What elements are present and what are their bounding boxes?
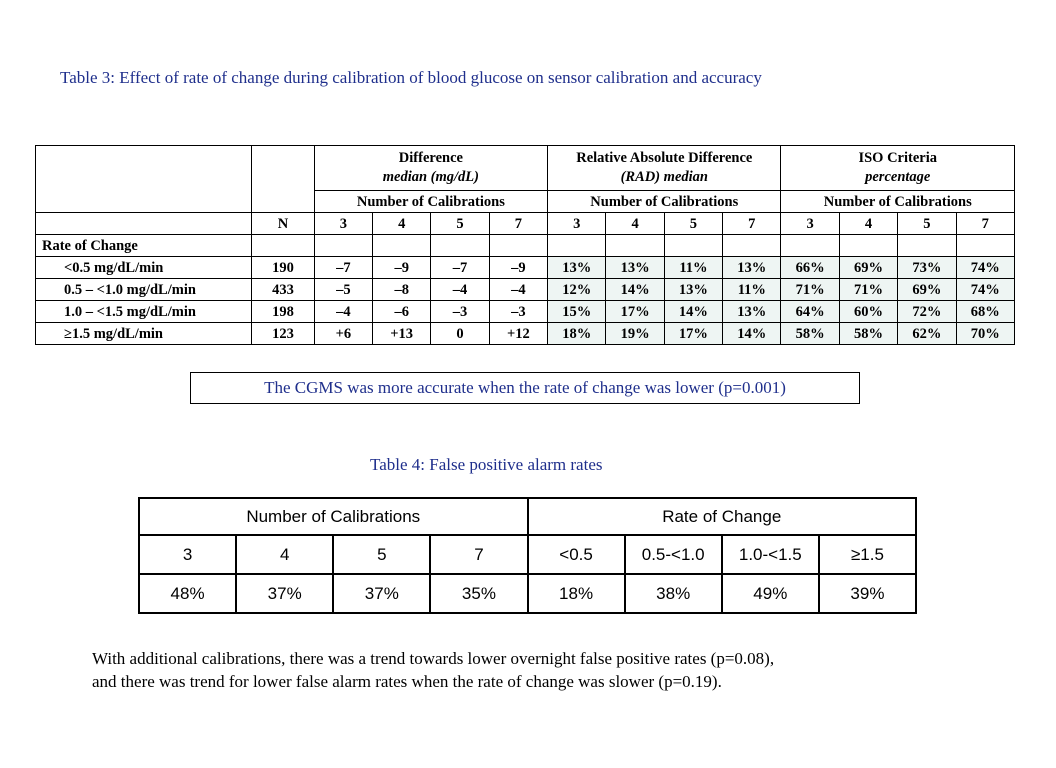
table3-iso-cell: 64% — [781, 301, 839, 323]
table4-header-cell: 0.5-<1.0 — [625, 535, 722, 574]
table3-iso-cell: 58% — [839, 323, 897, 345]
table4-value-cell: 39% — [819, 574, 916, 613]
table4-value-row — [139, 574, 916, 613]
table3-iso-cell: 58% — [781, 323, 839, 345]
table3-row-label: ≥1.5 mg/dL/min — [36, 323, 252, 345]
table3-diff-cell: –3 — [489, 301, 547, 323]
table3-calibrations-row — [36, 213, 1015, 235]
table3-group-iso: ISO Criteria percentage — [781, 146, 1015, 191]
table3-iso-cell: 71% — [781, 279, 839, 301]
table3-diff-cell: +6 — [314, 323, 372, 345]
table3-diff-cell: –3 — [431, 301, 489, 323]
table3-rad-cell: 13% — [664, 279, 722, 301]
table4-group-rate: Rate of Change — [528, 498, 917, 535]
table3-rad-cell: 18% — [548, 323, 606, 345]
table4-header-cell: 7 — [430, 535, 527, 574]
table3-row-label: 1.0 – <1.5 mg/dL/min — [36, 301, 252, 323]
table3-diff-cell: –7 — [314, 257, 372, 279]
table4-value-cell: 38% — [625, 574, 722, 613]
table3-rad-cell: 13% — [606, 257, 664, 279]
table3-iso-cell: 69% — [898, 279, 956, 301]
table3-n-cell: 198 — [252, 301, 314, 323]
table3-group-difference: Difference median (mg/dL) — [314, 146, 547, 191]
table3-iso-cell: 72% — [898, 301, 956, 323]
table3-iso-cell: 74% — [956, 257, 1014, 279]
table3-rad-cell: 14% — [606, 279, 664, 301]
table3-diff-cell: –4 — [431, 279, 489, 301]
table3-diff-cell: –6 — [373, 301, 431, 323]
table3-iso-cell: 71% — [839, 279, 897, 301]
table3-section-label: Rate of Change — [36, 235, 252, 257]
table3-cal-header: 4 — [839, 213, 897, 235]
table3-rad-cell: 15% — [548, 301, 606, 323]
table3-rad-cell: 13% — [723, 301, 781, 323]
table3-caption: Table 3: Effect of rate of change during calibration of blood glucose on sensor calibration and accuracy — [60, 68, 762, 87]
summary-line: and there was trend for lower false alarm rates when the rate of change was slower (p=0.19). — [92, 672, 722, 691]
table3-diff-cell: –7 — [431, 257, 489, 279]
table3-subheader: Number of Calibrations — [781, 191, 1015, 213]
table3-rad-cell: 11% — [664, 257, 722, 279]
table4-header-cell: 5 — [333, 535, 430, 574]
table3-cal-header: 3 — [314, 213, 372, 235]
table3-cal-header: 5 — [431, 213, 489, 235]
table4-header-cell: 1.0-<1.5 — [722, 535, 819, 574]
table3-row-label: <0.5 mg/dL/min — [36, 257, 252, 279]
table3-cal-header: 3 — [548, 213, 606, 235]
table3-cal-header: 5 — [898, 213, 956, 235]
table3-cal-header: 4 — [606, 213, 664, 235]
table3-row-label: 0.5 – <1.0 mg/dL/min — [36, 279, 252, 301]
table3-iso-cell: 62% — [898, 323, 956, 345]
table3-n-header: N — [252, 213, 314, 235]
table3-cal-header: 3 — [781, 213, 839, 235]
table4-value-cell: 18% — [528, 574, 625, 613]
table3-iso-cell: 66% — [781, 257, 839, 279]
table3-iso-cell: 68% — [956, 301, 1014, 323]
table3-cal-header: 7 — [723, 213, 781, 235]
table3-iso-cell: 74% — [956, 279, 1014, 301]
table3-n-corner — [252, 146, 314, 213]
summary-text — [92, 647, 774, 693]
table3-row — [36, 323, 1015, 345]
table3-subheader: Number of Calibrations — [548, 191, 781, 213]
table4-value-cell: 48% — [139, 574, 236, 613]
table3-iso-cell: 69% — [839, 257, 897, 279]
table3-iso-cell: 60% — [839, 301, 897, 323]
table3-row — [36, 279, 1015, 301]
table3-corner — [36, 146, 252, 213]
table4-caption: Table 4: False positive alarm rates — [370, 455, 603, 474]
table3-cal-header: 7 — [956, 213, 1014, 235]
table4-value-cell: 37% — [236, 574, 333, 613]
table3 — [35, 145, 1015, 345]
table4 — [138, 497, 917, 614]
table3-empty-cell — [36, 213, 252, 235]
table3-diff-cell: –4 — [314, 301, 372, 323]
table3-n-cell: 433 — [252, 279, 314, 301]
table4-group-calibrations: Number of Calibrations — [139, 498, 528, 535]
table3-diff-cell: +12 — [489, 323, 547, 345]
table4-header-cell: 4 — [236, 535, 333, 574]
table3-rad-cell: 12% — [548, 279, 606, 301]
table3-cal-header: 4 — [373, 213, 431, 235]
table4-group-header-row — [139, 498, 916, 535]
table3-diff-cell: +13 — [373, 323, 431, 345]
summary-line: With additional calibrations, there was a trend towards lower overnight false positive rates (p=0.08), — [92, 649, 775, 668]
table3-row — [36, 301, 1015, 323]
table3-diff-cell: –8 — [373, 279, 431, 301]
table3-rad-cell: 13% — [723, 257, 781, 279]
table3-diff-cell: –5 — [314, 279, 372, 301]
table3-iso-cell: 73% — [898, 257, 956, 279]
table3-cal-header: 7 — [489, 213, 547, 235]
table4-value-cell: 37% — [333, 574, 430, 613]
table3-diff-cell: –9 — [489, 257, 547, 279]
table3-rad-cell: 14% — [664, 301, 722, 323]
table3-rad-cell: 13% — [548, 257, 606, 279]
table3-diff-cell: –4 — [489, 279, 547, 301]
table4-value-cell: 35% — [430, 574, 527, 613]
table3-cal-header: 5 — [664, 213, 722, 235]
table3-subheader: Number of Calibrations — [314, 191, 547, 213]
table3-n-cell: 190 — [252, 257, 314, 279]
table3-rad-cell: 11% — [723, 279, 781, 301]
table3-rad-cell: 19% — [606, 323, 664, 345]
table4-header-cell: ≥1.5 — [819, 535, 916, 574]
table4-header-row — [139, 535, 916, 574]
table3-row — [36, 257, 1015, 279]
table3-rad-cell: 14% — [723, 323, 781, 345]
table3-diff-cell: 0 — [431, 323, 489, 345]
table3-rad-cell: 17% — [606, 301, 664, 323]
table4-header-cell: <0.5 — [528, 535, 625, 574]
table3-section-row — [36, 235, 1015, 257]
table4-header-cell: 3 — [139, 535, 236, 574]
table3-rad-cell: 17% — [664, 323, 722, 345]
table3-group-rad: Relative Absolute Difference (RAD) median — [548, 146, 781, 191]
accuracy-note: The CGMS was more accurate when the rate of change was lower (p=0.001) — [190, 372, 860, 404]
table3-iso-cell: 70% — [956, 323, 1014, 345]
table4-value-cell: 49% — [722, 574, 819, 613]
table3-diff-cell: –9 — [373, 257, 431, 279]
table3-group-header-row — [36, 146, 1015, 191]
table3-n-cell: 123 — [252, 323, 314, 345]
